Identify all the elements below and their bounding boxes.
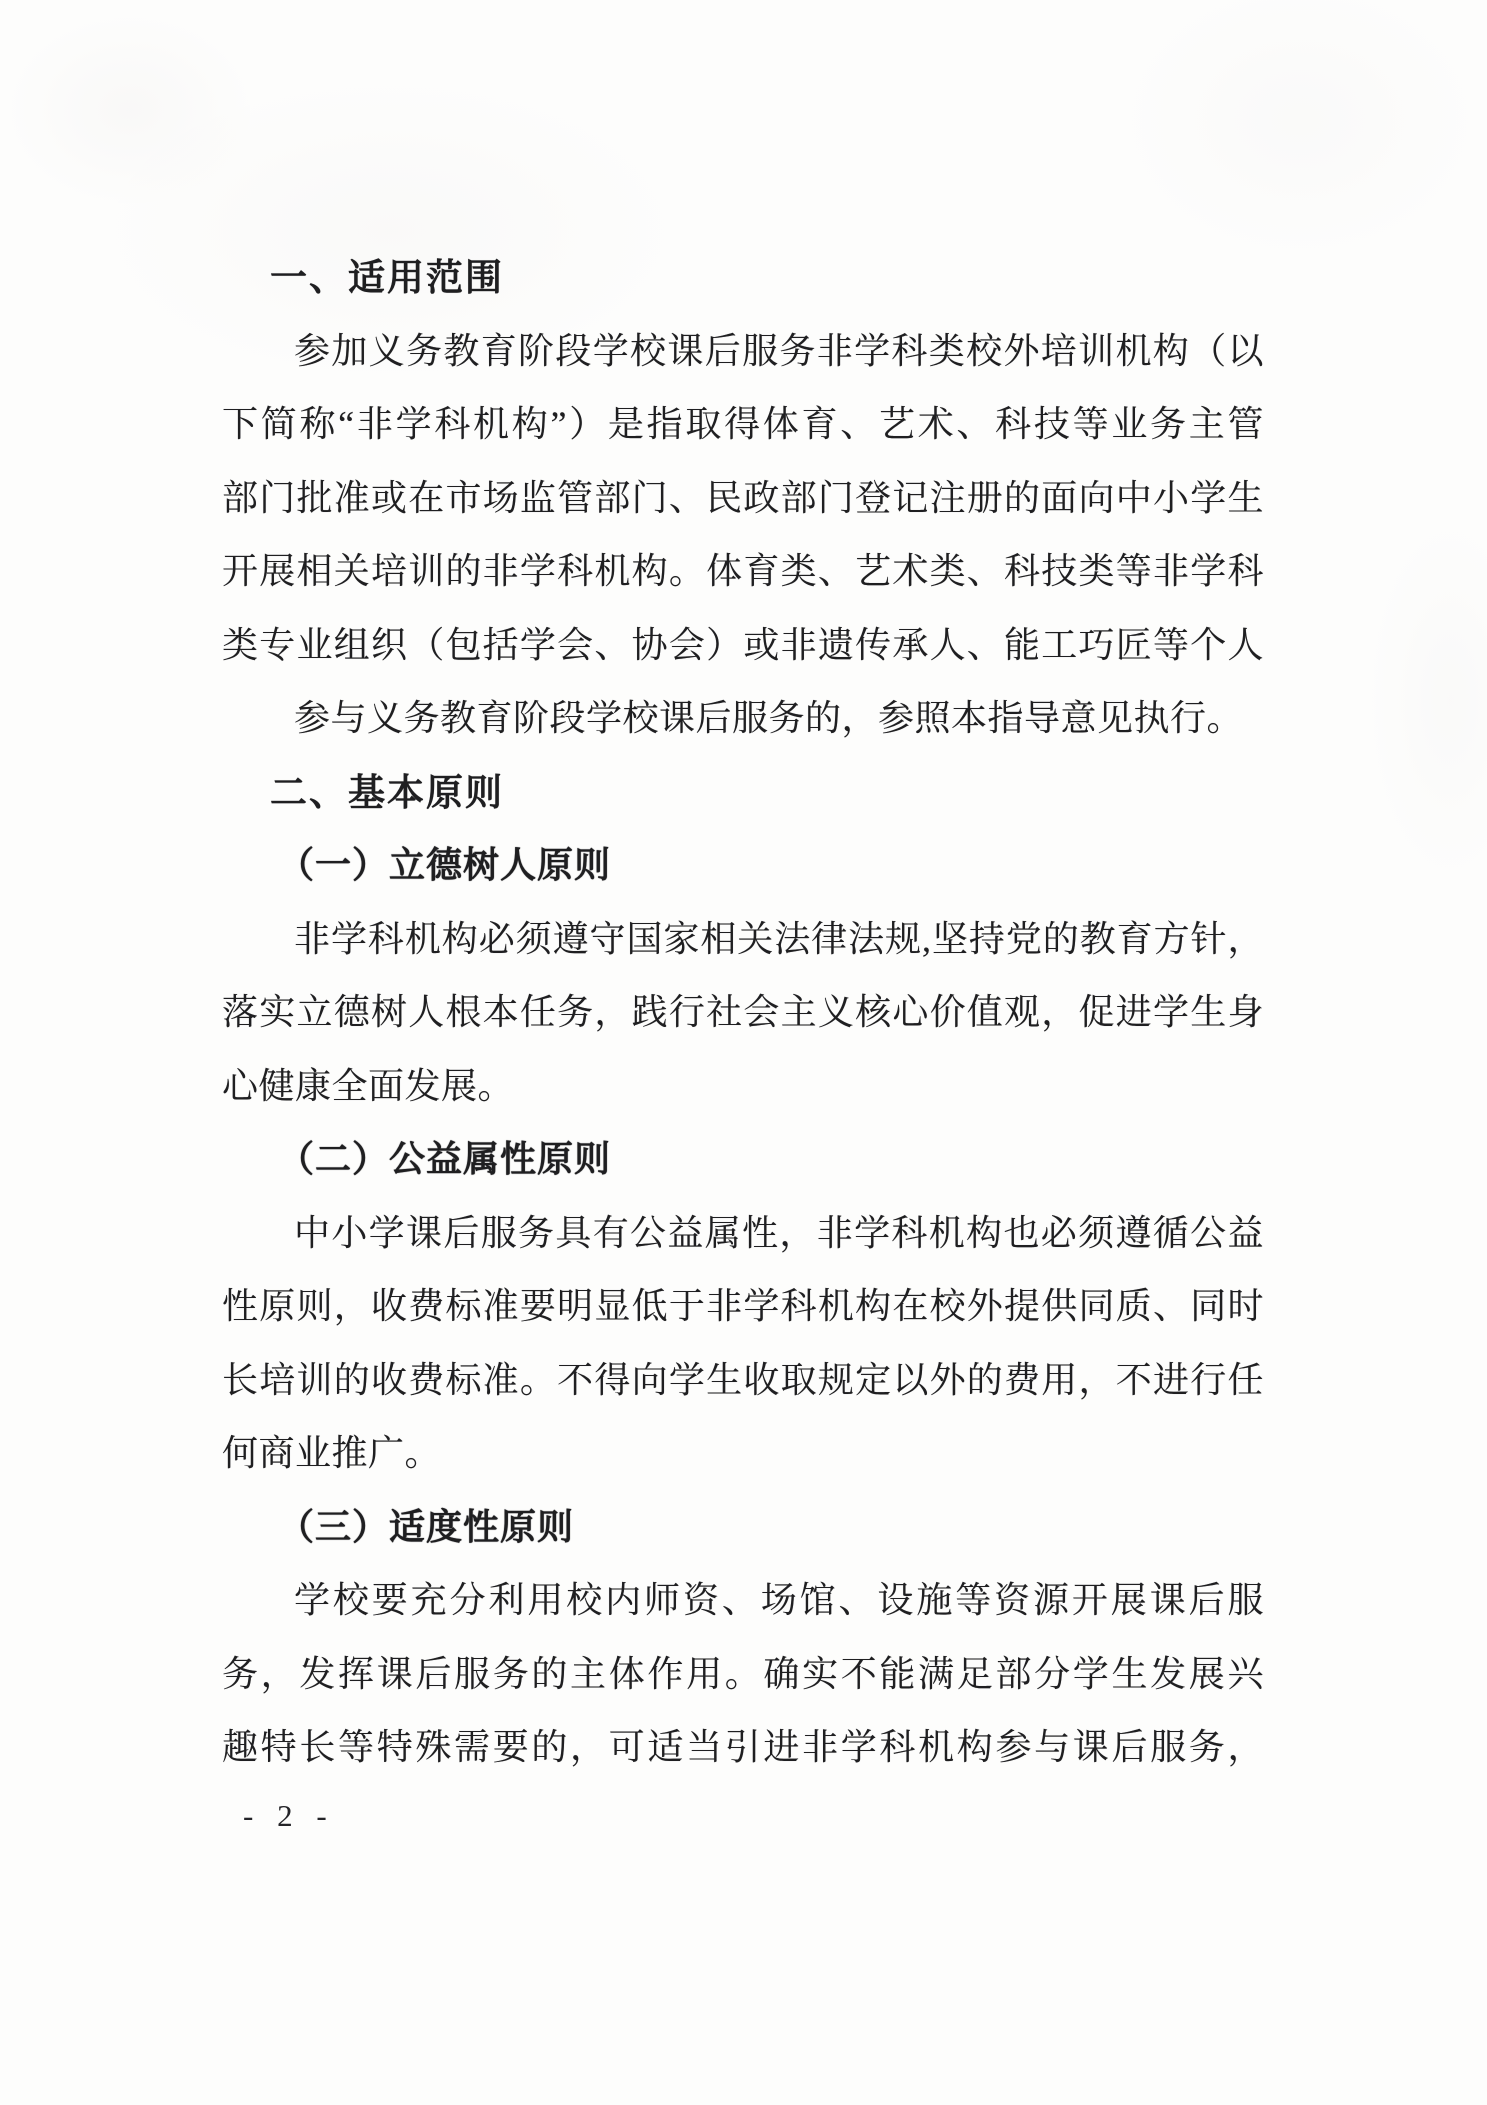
paragraph-line: 下简称“非学科机构”）是指取得体育、艺术、科技等业务主管 <box>222 404 1264 444</box>
paragraph-line: 务，发挥课后服务的主体作用。确实不能满足部分学生发展兴 <box>222 1653 1264 1694</box>
paragraph-line: 何商业推广。 <box>222 1433 442 1473</box>
paragraph-line: 落实立德树人根本任务，践行社会主义核心价值观，促进学生身 <box>222 992 1264 1032</box>
subsection-heading: （二）公益属性原则 <box>278 1139 612 1179</box>
paragraph-line: 中小学课后服务具有公益属性，非学科机构也必须遵循公益 <box>294 1212 1264 1253</box>
document-body <box>222 241 1264 1785</box>
paragraph-line: 非学科机构必须遵守国家相关法律法规,坚持党的教育方针， <box>294 918 1264 959</box>
section-heading: 一、适用范围 <box>270 257 504 298</box>
paragraph-line: 心健康全面发展。 <box>222 1065 515 1106</box>
paragraph-line: 长培训的收费标准。不得向学生收取规定以外的费用，不进行任 <box>222 1359 1264 1400</box>
paragraph-line: 类专业组织（包括学会、协会）或非遗传承人、能工巧匠等个人 <box>222 624 1264 665</box>
page-number: - 2 - <box>243 1798 335 1833</box>
section-heading: 二、基本原则 <box>270 771 504 813</box>
subsection-heading: （三）适度性原则 <box>278 1506 575 1547</box>
paragraph-line: 参加义务教育阶段学校课后服务非学科类校外培训机构（以 <box>294 330 1264 371</box>
paragraph-line: 部门批准或在市场监管部门、民政部门登记注册的面向中小学生 <box>222 477 1264 518</box>
paragraph-line: 开展相关培训的非学科机构。体育类、艺术类、科技类等非学科 <box>222 551 1264 591</box>
paragraph-line: 性原则，收费标准要明显低于非学科机构在校外提供同质、同时 <box>222 1286 1264 1326</box>
paragraph-line: 趣特长等特殊需要的，可适当引进非学科机构参与课后服务， <box>222 1727 1264 1767</box>
paragraph-line: 参与义务教育阶段学校课后服务的，参照本指导意见执行。 <box>294 698 1244 738</box>
paragraph-line: 学校要充分利用校内师资、场馆、设施等资源开展课后服 <box>294 1580 1264 1620</box>
subsection-heading: （一）立德树人原则 <box>278 845 612 885</box>
